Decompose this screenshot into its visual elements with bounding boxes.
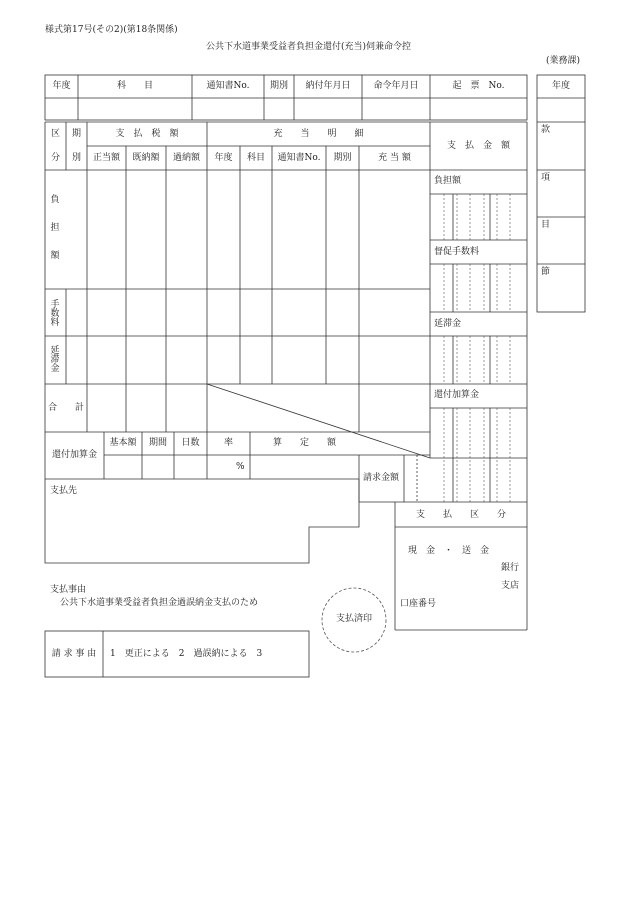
kano-gaku-header: 過納額 <box>172 153 200 163</box>
percent-sign: % <box>236 462 245 472</box>
kihon-gaku-header: 基本額 <box>109 438 137 448</box>
juto-meisai-header: 充 当 明 細 <box>273 129 364 139</box>
right-kanpu-kasan-label: 還付加算金 <box>434 390 480 400</box>
kino-gaku-header: 既納額 <box>132 153 160 163</box>
right-entaikin-label: 延滞金 <box>434 319 462 329</box>
right-futan-gaku-label: 負担額 <box>434 176 462 186</box>
tesuryo-char-2: 数 <box>50 309 60 319</box>
genkin-sokin-label: 現 金 ・ 送 金 <box>408 546 490 556</box>
top-tsuchisho-label: 通知書No. <box>206 81 250 91</box>
juto-kamoku-header: 科目 <box>246 153 265 163</box>
shiten-label: 支店 <box>501 581 520 591</box>
juto-tsuchisho-header: 通知書No. <box>277 153 321 163</box>
koza-label: 口座番号 <box>400 599 437 609</box>
santei-gaku-header: 算 定 額 <box>272 438 336 448</box>
payee-label: 支払先 <box>50 486 78 496</box>
top-meirei-date-label: 命令年月日 <box>373 81 419 91</box>
side-ko-label: 項 <box>541 173 551 183</box>
stamp-label: 支払済印 <box>335 614 372 624</box>
request-reason-label: 請 求 事 由 <box>51 649 97 659</box>
right-tokusoku-label: 督促手数料 <box>434 247 480 257</box>
kibetsu-label-2: 別 <box>71 153 81 163</box>
top-nofu-date-label: 納付年月日 <box>305 81 351 91</box>
entaikin-char-2: 滞 <box>50 355 60 365</box>
side-nendo-label: 年度 <box>551 81 570 91</box>
shiharai-zeigaku-header: 支 払 税 額 <box>115 129 179 139</box>
department-label: (業務課) <box>546 56 581 66</box>
side-moku-label: 目 <box>541 220 551 230</box>
kikan-header: 期間 <box>148 438 167 448</box>
kanpu-kasan-label: 還付加算金 <box>51 450 97 460</box>
top-kamoku-label: 科 目 <box>116 81 153 91</box>
juto-kibetsu-header: 期別 <box>333 153 352 163</box>
ginko-label: 銀行 <box>501 563 520 573</box>
form-title: 公共下水道事業受益者負担金還付(充当)伺兼命令控 <box>206 42 412 52</box>
payment-reason-label: 支払事由 <box>50 585 87 595</box>
top-kibetsu-label: 期別 <box>269 81 288 91</box>
tesuryo-char-3: 料 <box>50 318 60 328</box>
seikyu-kingaku-label: 請求金額 <box>363 473 400 483</box>
kubun-label-2: 分 <box>50 153 60 163</box>
top-nendo-label: 年度 <box>52 81 71 91</box>
entaikin-char-3: 金 <box>50 364 60 374</box>
kibetsu-label-1: 期 <box>71 129 81 139</box>
side-kan-label: 款 <box>541 125 551 135</box>
futan-gaku-char-2: 担 <box>50 223 60 233</box>
entaikin-char-1: 延 <box>50 346 60 356</box>
gokei-label: 合 計 <box>47 403 84 413</box>
kubun-label-1: 区 <box>50 129 60 139</box>
request-reason-options: 1 更正による 2 過誤納による 3 <box>110 649 263 659</box>
futan-gaku-char-1: 負 <box>50 195 60 205</box>
top-kihyo-no-label: 起 票 No. <box>452 81 505 91</box>
form-number: 様式第17号(その2)(第18条関係) <box>45 25 178 35</box>
seito-gaku-header: 正当額 <box>92 153 120 163</box>
side-setsu-label: 節 <box>541 267 551 277</box>
futan-gaku-char-3: 額 <box>50 251 60 261</box>
payment-reason-text: 公共下水道事業受益者負担金過誤納金支払のため <box>60 598 259 608</box>
shiharai-kingaku-header: 支 払 金 額 <box>446 141 510 151</box>
juto-gaku-header: 充 当 額 <box>378 153 411 163</box>
nissu-header: 日数 <box>181 438 200 448</box>
ritsu-header: 率 <box>223 438 233 448</box>
tesuryo-char-1: 手 <box>50 300 60 310</box>
payment-method-header: 支 払 区 分 <box>415 510 506 520</box>
juto-nendo-header: 年度 <box>214 153 233 163</box>
